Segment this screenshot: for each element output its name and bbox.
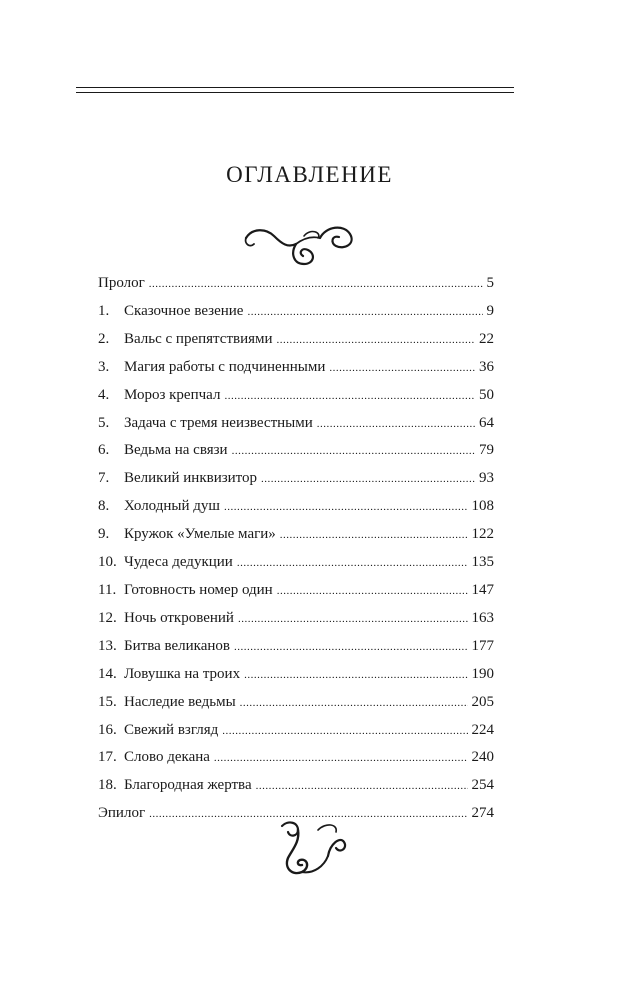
flourish-ornament-bottom-icon bbox=[274, 816, 350, 882]
toc-entry[interactable] bbox=[98, 633, 494, 661]
toc-entry[interactable] bbox=[98, 354, 494, 382]
toc-entry-number: 13. bbox=[98, 637, 117, 654]
toc-entry-title: Ведьма на связи bbox=[124, 442, 228, 459]
toc-entry-title: Кружок «Умелые маги» bbox=[124, 526, 276, 543]
toc-entry-page-number: 122 bbox=[471, 526, 494, 543]
toc-entry-page-number: 64 bbox=[479, 414, 494, 431]
toc-dot-leader bbox=[238, 606, 468, 633]
toc-entry-number: 3. bbox=[98, 358, 110, 375]
toc-dot-leader bbox=[317, 411, 475, 438]
toc-entry[interactable] bbox=[98, 493, 494, 521]
toc-entry-page-number: 274 bbox=[471, 805, 494, 822]
toc-entry-page-number: 79 bbox=[479, 442, 494, 459]
toc-dot-leader bbox=[232, 438, 475, 465]
toc-dot-leader bbox=[237, 550, 468, 577]
toc-entry[interactable] bbox=[98, 717, 494, 745]
toc-entry-number: 15. bbox=[98, 693, 117, 710]
toc-entry-page-number: 147 bbox=[471, 581, 494, 598]
toc-entry-title: Мороз крепчал bbox=[124, 386, 221, 403]
top-rule-lower bbox=[76, 92, 514, 93]
page-title: ОГЛАВЛЕНИЕ bbox=[226, 162, 393, 187]
toc-entry[interactable] bbox=[98, 744, 494, 772]
toc-entry-title: Магия работы с подчиненными bbox=[124, 358, 326, 375]
toc-entry-number: 14. bbox=[98, 665, 117, 682]
toc-dot-leader bbox=[261, 466, 475, 493]
toc-entry-number: 4. bbox=[98, 386, 110, 403]
toc-entry[interactable] bbox=[98, 689, 494, 717]
flourish-ornament-icon bbox=[240, 216, 358, 270]
toc-dot-leader bbox=[329, 355, 475, 382]
table-of-contents bbox=[98, 270, 494, 828]
toc-dot-leader bbox=[214, 745, 468, 772]
toc-entry-page-number: 135 bbox=[471, 554, 494, 571]
toc-entry[interactable] bbox=[98, 298, 494, 326]
toc-entry-title: Слово декана bbox=[124, 749, 210, 766]
toc-entry-page-number: 190 bbox=[471, 665, 494, 682]
toc-entry-page-number: 9 bbox=[486, 302, 494, 319]
toc-entry-title: Битва великанов bbox=[124, 637, 230, 654]
toc-entry[interactable] bbox=[98, 382, 494, 410]
toc-entry-page-number: 224 bbox=[471, 721, 494, 738]
toc-dot-leader bbox=[234, 634, 468, 661]
toc-entry-number: 17. bbox=[98, 749, 117, 766]
toc-entry[interactable] bbox=[98, 465, 494, 493]
toc-entry[interactable] bbox=[98, 270, 494, 298]
toc-entry-page-number: 240 bbox=[471, 749, 494, 766]
toc-entry-number: 12. bbox=[98, 609, 117, 626]
toc-entry-title: Задача с тремя неизвестными bbox=[124, 414, 313, 431]
toc-entry[interactable] bbox=[98, 772, 494, 800]
toc-entry-page-number: 108 bbox=[471, 498, 494, 515]
toc-entry-title: Чудеса дедукции bbox=[124, 554, 233, 571]
toc-entry[interactable] bbox=[98, 326, 494, 354]
toc-entry[interactable] bbox=[98, 605, 494, 633]
toc-entry-number: 8. bbox=[98, 498, 110, 515]
toc-dot-leader bbox=[224, 383, 475, 410]
toc-entry-title: Благородная жертва bbox=[124, 777, 252, 794]
toc-entry-title: Пролог bbox=[98, 275, 145, 291]
toc-entry-page-number: 254 bbox=[471, 777, 494, 794]
toc-entry-number: 10. bbox=[98, 554, 117, 571]
toc-entry-number: 5. bbox=[98, 414, 110, 431]
toc-entry-page-number: 50 bbox=[479, 386, 494, 403]
toc-entry-title: Великий инквизитор bbox=[124, 470, 258, 487]
toc-entry[interactable] bbox=[98, 577, 494, 605]
toc-dot-leader bbox=[222, 718, 467, 745]
toc-entry-number: 16. bbox=[98, 721, 117, 738]
toc-entry-page-number: 163 bbox=[471, 609, 494, 626]
toc-dot-leader bbox=[247, 299, 482, 326]
toc-dot-leader bbox=[244, 662, 467, 689]
toc-entry[interactable] bbox=[98, 521, 494, 549]
toc-entry-number: 7. bbox=[98, 470, 110, 487]
toc-dot-leader bbox=[280, 522, 468, 549]
toc-entry-title: Эпилог bbox=[98, 805, 146, 822]
toc-entry-title: Холодный душ bbox=[124, 498, 220, 515]
top-rule-upper bbox=[76, 87, 514, 88]
toc-dot-leader bbox=[277, 578, 468, 605]
toc-entry-title: Свежий взгляд bbox=[124, 721, 219, 738]
toc-entry[interactable] bbox=[98, 437, 494, 465]
toc-entry-number: 9. bbox=[98, 526, 110, 543]
toc-entry-title: Ловушка на троих bbox=[124, 665, 241, 682]
toc-entry-title: Сказочное везение bbox=[124, 302, 244, 319]
toc-entry-title: Ночь откровений bbox=[124, 609, 234, 626]
toc-entry-number: 11. bbox=[98, 581, 117, 598]
toc-entry-title: Готовность номер один bbox=[124, 581, 273, 598]
toc-entry[interactable] bbox=[98, 549, 494, 577]
toc-dot-leader bbox=[224, 494, 468, 521]
toc-entry[interactable] bbox=[98, 410, 494, 438]
toc-entry-page-number: 36 bbox=[479, 358, 494, 375]
toc-entry-number: 1. bbox=[98, 302, 110, 319]
toc-dot-leader bbox=[149, 271, 483, 298]
toc-entry-number: 6. bbox=[98, 442, 110, 459]
toc-entry-page-number: 177 bbox=[471, 637, 494, 654]
toc-entry-number: 2. bbox=[98, 330, 110, 347]
toc-entry-page-number: 22 bbox=[479, 330, 494, 347]
toc-entry-page-number: 205 bbox=[471, 693, 494, 710]
toc-dot-leader bbox=[277, 327, 475, 354]
toc-entry-page-number: 5 bbox=[486, 275, 494, 291]
toc-entry-title: Наследие ведьмы bbox=[124, 693, 236, 710]
toc-entry-number: 18. bbox=[98, 777, 117, 794]
toc-dot-leader bbox=[240, 690, 468, 717]
toc-entry-page-number: 93 bbox=[479, 470, 494, 487]
toc-dot-leader bbox=[256, 773, 468, 800]
toc-entry-title: Вальс с препятствиями bbox=[124, 330, 273, 347]
toc-entry[interactable] bbox=[98, 661, 494, 689]
